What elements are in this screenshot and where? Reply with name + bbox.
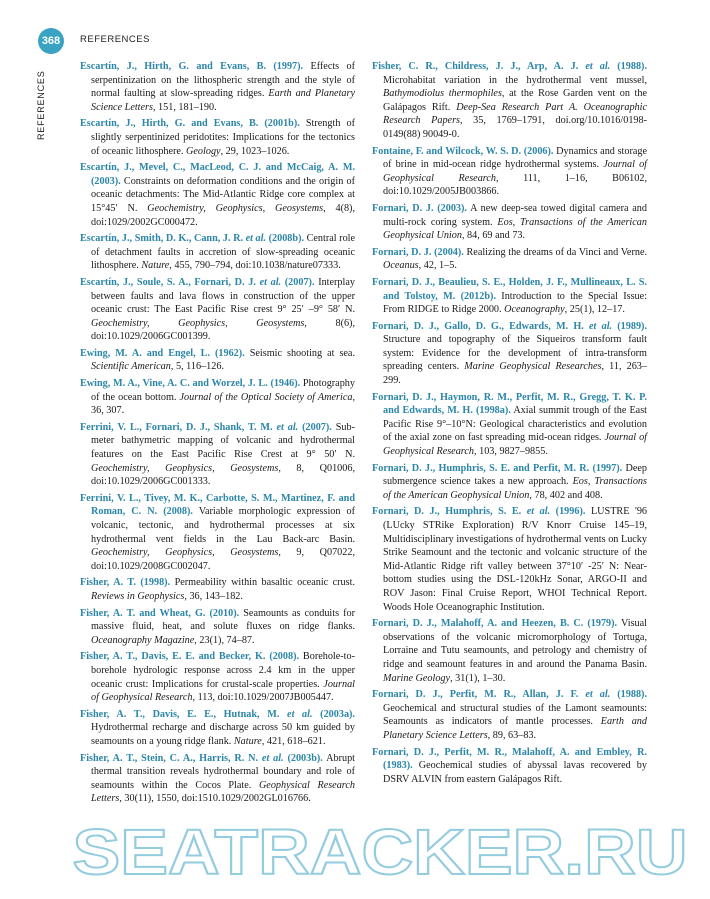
reference-text: Structure and topography of the Siqueiros transform fault system: Evidence for the development of intra-transform spreading centers.: [383, 334, 647, 373]
author-names: Fontaine, F. and Wilcock, W. S. D. (2006).: [372, 145, 554, 157]
reference-authors: [80, 233, 304, 244]
reference-text: Visual observations of the volcanic micromorphology of Tortuga, Lorraine and Tutu seamounts, and petrology and chemistry of ridge and seamount features in and around the Panama Basin.: [383, 618, 647, 670]
author-names: Fisher, C. R., Childress, J. J., Arp, A. J.: [372, 61, 579, 72]
author-names: Ferrini, V. L., Tivey, M. K., Carbotte, S. M., Martinez, F. and Roman, C. N. (2008).: [80, 492, 355, 518]
reference-italic-text: Nature: [141, 260, 170, 272]
reference-text: Hydrothermal recharge and discharge across 50 km guided by seamounts on a young ridge flank.: [91, 722, 355, 747]
author-names: Fornari, D. J. (2003).: [372, 202, 467, 214]
reference-entry: [80, 60, 355, 114]
reference-entry: [80, 117, 355, 158]
reference-text: , 31(1), 1–30.: [450, 672, 506, 684]
reference-text: , 113, doi:10.1029/2007JB005447.: [192, 692, 334, 704]
watermark: [70, 818, 690, 884]
reference-year: (2003a).: [312, 708, 355, 720]
reference-entry: [80, 492, 355, 574]
reference-italic-text: Reviews in Geophysics: [91, 590, 185, 602]
author-names: Fornari, D. J., Humphris, S. E.: [372, 506, 522, 518]
reference-authors: [80, 577, 170, 588]
reference-entry: [372, 276, 647, 317]
reference-authors: [80, 277, 315, 288]
et-al: et al.: [578, 61, 611, 72]
author-names: Fornari, D. J., Humphris, S. E. and Perfit, M. R. (1997).: [372, 462, 623, 474]
page-number: 368: [41, 35, 61, 47]
reference-text: , 8, Q01006, doi:10.1029/2006GC001333.: [91, 462, 356, 488]
reference-italic-text: Geochemistry, Geophysics, Geosystems: [91, 547, 279, 559]
author-names: Fornari, D. J., Beaulieu, S. E., Holden, J. F., Mullineaux, L. S. and Tolstoy, M. (2012b).: [372, 276, 647, 302]
reference-text: , 23(1), 74–87.: [194, 634, 255, 646]
author-names: Escartín, J., Hirth, G. and Evans, B. (1997).: [80, 61, 304, 72]
reference-italic-text: Oceanography: [504, 304, 565, 316]
reference-text: , 421, 618–621.: [261, 735, 326, 747]
reference-entry: [80, 377, 355, 418]
reference-authors: [80, 651, 299, 662]
reference-year: (2008b).: [266, 233, 305, 245]
reference-italic-text: Earth and Planetary Science Letters: [91, 88, 355, 113]
reference-text: , 103, 9827–9855.: [474, 446, 548, 458]
reference-text: Geochemical and structural studies of the Lamont seamounts: Seamounts as indicators of mantle processes.: [383, 702, 647, 728]
reference-italic-text: Geochemistry, Geophysics, Geosystems: [91, 462, 279, 474]
reference-text: LUSTRE '96 (LUcky STRike Exploration) R/V Knorr Cruise 145–19, Multidisciplinary investigations of hydrothermal vents on Lucky Strike Seamount and the tectonic and volcanic structure of the Mid-Atlantic Ridge rift valley between 37°10′ -25′ N: Near-bottom studies using the DSL-120kHz Sonar, ARGO-II and ROV Jason: Final Cruise Report, WHOI Technical Report. Woods Hole Oceanographic Institution.: [383, 506, 648, 613]
reference-entry: [80, 607, 355, 648]
reference-year: (2007).: [281, 276, 315, 288]
reference-authors: [372, 618, 617, 629]
reference-entry: [80, 752, 355, 806]
reference-italic-text: Oceanus: [383, 260, 419, 272]
reference-authors: [372, 247, 464, 258]
reference-text: A new deep-sea towed digital camera and multi-rock coring system.: [383, 202, 647, 228]
reference-text: Deep submergence science takes a new approach.: [383, 462, 647, 488]
reference-italic-text: Journal of Geophysical Research: [91, 678, 355, 704]
reference-entry: [80, 161, 355, 229]
reference-year: (1988).: [610, 689, 647, 701]
reference-italic-text: Eos, Transactions of the American Geophysical Union: [383, 216, 647, 242]
reference-entry: [372, 617, 647, 685]
reference-entry: [80, 421, 355, 489]
reference-text: Microhabitat variation in the hydrothermal vent mussel,: [383, 74, 647, 86]
reference-italic-text: Marine Geophysical Researches: [464, 361, 602, 373]
reference-authors: [80, 378, 300, 389]
reference-text: , 42, 1–5.: [418, 260, 457, 272]
reference-italic-text: Journal of the Optical Society of America: [179, 391, 353, 403]
author-names: Escartín, J., Mevel, C., MacLeod, C. J. and McCaig, A. M. (2003).: [80, 162, 355, 187]
reference-italic-text: Geophysical Research Letters: [91, 779, 355, 805]
author-names: Fisher, A. T., Davis, E. E. and Becker, K. (2008).: [80, 651, 300, 663]
reference-authors: [80, 118, 300, 129]
reference-entry: [80, 650, 355, 704]
reference-italic-text: Nature: [233, 735, 262, 747]
reference-text: , 78, 402 and 408.: [529, 489, 603, 501]
author-names: Ewing, M. A., Vine, A. C. and Worzel, J. L. (1946).: [80, 378, 301, 390]
reference-text: Geochemical studies of abyssal lavas recovered by DSRV ALVIN from eastern Galápagos Rift.: [383, 760, 647, 785]
author-names: Escartín, J., Soule, S. A., Fornari, D. J.: [80, 276, 256, 288]
reference-text: , 30(11), 1550, doi:1510.1029/2002GL016766.: [119, 793, 311, 805]
reference-authors: [80, 709, 355, 720]
et-al: et al.: [272, 421, 299, 433]
author-names: Fornari, D. J., Gallo, D. G., Edwards, M. H.: [372, 320, 584, 332]
reference-text: Seismic shooting at sea.: [244, 347, 355, 359]
reference-entry: [372, 60, 647, 142]
reference-entry: [372, 145, 647, 199]
reference-text: , 84, 69 and 73.: [461, 230, 526, 242]
author-names: Escartín, J., Hirth, G. and Evans, B. (2001b).: [80, 118, 300, 130]
et-al: et al.: [255, 276, 282, 288]
references-right-column: [372, 60, 647, 789]
reference-text: Permeability within basaltic oceanic crust.: [170, 577, 355, 589]
et-al: et al.: [521, 506, 551, 518]
reference-text: , 29, 1023–1026.: [220, 145, 290, 157]
reference-year: (2003b).: [283, 752, 323, 764]
reference-text: Photography of the ocean bottom.: [91, 378, 355, 403]
reference-entry: [372, 688, 647, 742]
reference-authors: [372, 203, 467, 214]
reference-entry: [80, 232, 355, 273]
reference-entry: [80, 708, 355, 749]
reference-text: , 11, 263–299.: [383, 361, 647, 387]
page-number-badge: [38, 28, 64, 54]
reference-year: (2007).: [298, 421, 332, 433]
side-section-label: REFERENCES: [36, 70, 46, 140]
reference-text: Effects of serpentinization on the lithospheric strength and the style of normal faulting at slow-spreading ridges.: [91, 61, 355, 100]
reference-entry: [372, 320, 647, 388]
et-al: et al.: [279, 708, 313, 720]
reference-authors: [372, 463, 622, 474]
reference-entry: [372, 246, 647, 273]
reference-entry: [80, 576, 355, 603]
reference-entry: [372, 462, 647, 503]
reference-text: Realizing the dreams of da Vinci and Verne.: [463, 246, 648, 258]
reference-authors: [80, 422, 332, 433]
reference-italic-text: Journal of Geophysical Research: [383, 159, 647, 184]
reference-entry: [372, 505, 647, 614]
reference-authors: [372, 321, 647, 332]
author-names: Fisher, A. T. and Wheat, G. (2010).: [80, 607, 240, 619]
watermark-graphic: [70, 818, 690, 884]
reference-authors: [372, 689, 647, 700]
et-al: et al.: [578, 689, 611, 701]
reference-text: , 111, 1–16, B06102, doi:10.1029/2005JB003866.: [383, 172, 647, 198]
watermark-text: SEATRACKER.RU: [72, 818, 688, 884]
reference-text: , 9, Q07022, doi:10.1029/2008GC002047.: [91, 547, 356, 572]
reference-text: Introduction to the Special Issue: From RIDGE to Ridge 2000.: [383, 290, 647, 316]
reference-authors: [80, 753, 323, 764]
reference-italic-text: Eos, Transactions of the American Geophysical Union: [383, 476, 647, 501]
author-names: Escartín, J., Smith, D. K., Cann, J. R.: [80, 233, 244, 245]
reference-text: Interplay between faults and lava flows in construction of the upper oceanic crust: The East Pacific Rise crest 9° 25′ –9° 58′ N.: [91, 276, 355, 316]
reference-text: , 89, 63–83.: [487, 729, 537, 741]
reference-text: , at the Rose Garden vent on the Galápagos Rift.: [383, 88, 647, 113]
reference-authors: [372, 506, 585, 517]
reference-entry: [372, 746, 647, 787]
reference-text: Axial summit trough of the East Pacific Rise 9°–10°N: Geological characteristics and evolution of the axial zone on fast spreading mid-ocean ridges.: [383, 405, 647, 444]
reference-text: Borehole-to-borehole hydrologic response across 2.4 km in the upper oceanic crust: Implications for crustal-scale properties.: [91, 651, 355, 690]
reference-text: Variable morphologic expression of volcanic, tectonic, and hydrothermal processes at six hydrothermal vent fields in the Lau Back-arc Basin.: [91, 506, 356, 545]
references-left-column: [80, 60, 355, 809]
author-names: Fisher, A. T. (1998).: [80, 577, 171, 589]
reference-text: , 4(8), doi:1029/2002GC000472.: [91, 202, 355, 228]
reference-italic-text: Earth and Planetary Science Letters: [383, 716, 647, 741]
author-names: Ewing, M. A. and Engel, L. (1962).: [80, 347, 245, 359]
reference-text: , 8(6), doi:10.1029/2006GC001399.: [91, 317, 355, 343]
reference-year: (1989).: [612, 320, 648, 332]
reference-text: , 455, 790–794, doi:10.1038/nature07333.: [169, 260, 341, 272]
reference-text: Seamounts as conduits for massive fluid, heat, and solute fluxes on ridge flanks.: [91, 607, 355, 633]
reference-year: (1996).: [550, 506, 586, 518]
reference-text: , 5, 116–126.: [170, 361, 224, 373]
reference-authors: [80, 61, 303, 72]
author-names: Fornari, D. J., Perfit, M. R., Allan, J. F.: [372, 689, 579, 701]
reference-text: Constraints on deformation conditions and the origin of oceanic detachments: The Mid-Atlantic Ridge core complex at 15°45′ N.: [91, 175, 355, 214]
reference-text: , 36, 143–182.: [184, 590, 243, 602]
reference-entry: [80, 276, 355, 344]
reference-authors: [80, 348, 245, 359]
author-names: Fisher, A. T., Stein, C. A., Harris, R. N.: [80, 752, 259, 764]
reference-authors: [80, 608, 239, 619]
reference-year: (1988).: [610, 61, 647, 72]
author-names: Fisher, A. T., Davis, E. E., Hutnak, M.: [80, 708, 280, 720]
reference-text: Dynamics and storage of brine in mid-ocean ridge hydrothermal systems.: [383, 145, 648, 171]
reference-italic-text: Geochemistry, Geophysics, Geosystems: [147, 202, 324, 214]
reference-entry: [80, 347, 355, 374]
reference-entry: [372, 202, 647, 243]
reference-italic-text: Deep-Sea Research Part A. Oceanographic Research Papers: [383, 101, 647, 127]
reference-italic-text: Journal of Geophysical Research: [383, 432, 648, 458]
reference-italic-text: Marine Geology: [383, 672, 451, 684]
reference-authors: [372, 146, 553, 157]
author-names: Fornari, D. J., Malahoff, A. and Heezen, B. C. (1979).: [372, 618, 618, 630]
reference-text: , 25(1), 12–17.: [564, 304, 625, 316]
reference-entry: [372, 391, 647, 459]
author-names: Fornari, D. J. (2004).: [372, 246, 464, 258]
et-al: et al.: [583, 320, 613, 332]
reference-text: Strength of slightly serpentinized peridotites: Implications for the tectonics of oceanic lithosphere.: [91, 118, 355, 157]
reference-italic-text: Geochemistry, Geophysics, Geosystems: [91, 317, 305, 329]
et-al: et al.: [243, 233, 267, 245]
reference-italic-text: Bathymodiolus thermophiles: [383, 88, 502, 100]
author-names: Fornari, D. J., Perfit, M. R., Malahoff, A. and Embley, R. (1983).: [372, 746, 647, 772]
running-head: REFERENCES: [80, 34, 150, 45]
reference-text: Abrupt thermal transition reveals hydrothermal boundary and role of seamounts within the Cocos Plate.: [91, 752, 355, 791]
et-al: et al.: [258, 752, 284, 764]
reference-text: , 151, 181–190.: [152, 101, 217, 113]
reference-authors: [372, 61, 647, 72]
author-names: Fornari, D. J., Haymon, R. M., Perfit, M. R., Gregg, T. K. P. and Edwards, M. H. (1998a).: [372, 391, 647, 417]
reference-text: , 35, 1769–1791, doi.org/10.1016/0198-0149(88) 90049-0.: [383, 115, 647, 140]
author-names: Ferrini, V. L., Fornari, D. J., Shank, T. M.: [80, 421, 273, 433]
reference-italic-text: Scientific American: [91, 361, 171, 373]
reference-text: , 36, 307.: [91, 391, 355, 417]
reference-italic-text: Geology: [186, 145, 221, 157]
reference-text: Central role of detachment faults in accretion of slow-spreading oceanic lithosphere.: [91, 233, 356, 272]
reference-italic-text: Oceanography Magazine: [91, 634, 195, 646]
reference-text: Sub-meter bathymetric mapping of volcanic and hydrothermal features on the East Pacific Rise Crest at 9° 50′ N.: [91, 421, 355, 461]
